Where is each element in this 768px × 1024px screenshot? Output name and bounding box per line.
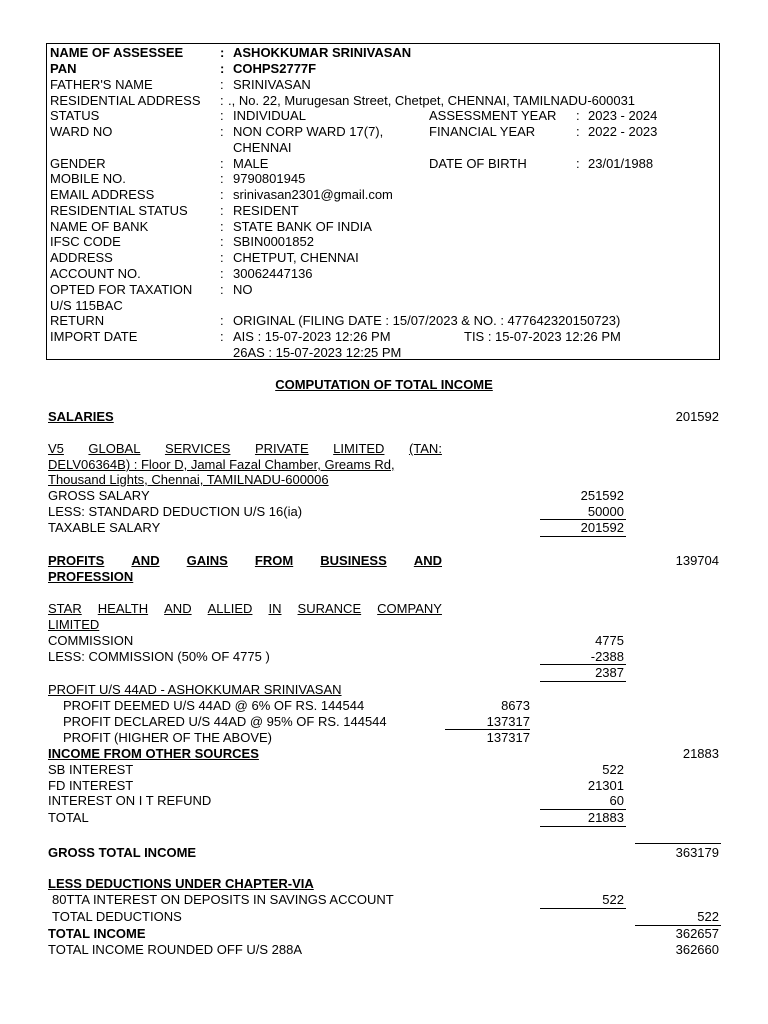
word: GAINS xyxy=(186,553,228,568)
bank-address-label: ADDRESS xyxy=(50,250,113,265)
father-label: FATHER'S NAME xyxy=(50,77,153,92)
father-value: SRINIVASAN xyxy=(233,77,311,92)
bank-value: STATE BANK OF INDIA xyxy=(233,219,372,234)
colon: : xyxy=(220,203,224,218)
mobile-label: MOBILE NO. xyxy=(50,171,126,186)
return-value: ORIGINAL (FILING DATE : 15/07/2023 & NO. : 477642320150723) xyxy=(233,313,621,328)
assessment-year-label: ASSESSMENT YEAR xyxy=(429,108,557,123)
assessment-year-value: 2023 - 2024 xyxy=(588,108,658,123)
taxable-salary-label: TAXABLE SALARY xyxy=(48,520,161,535)
status-label: STATUS xyxy=(50,108,100,123)
import-26as: 26AS : 15-07-2023 12:25 PM xyxy=(233,345,402,360)
profit-deemed-label: PROFIT DEEMED U/S 44AD @ 6% OF RS. 144544 xyxy=(63,698,365,713)
word: LIMITED xyxy=(333,441,385,456)
import-ais: AIS : 15-07-2023 12:26 PM xyxy=(233,329,391,344)
opted-value: NO xyxy=(233,282,253,297)
address-value: ., No. 22, Murugesan Street, Chetpet, CHENNAI, TAMILNADU-600031 xyxy=(228,93,636,108)
gross-total-label: GROSS TOTAL INCOME xyxy=(48,845,197,860)
mobile-value: 9790801945 xyxy=(233,171,306,186)
name-label: NAME OF ASSESSEE xyxy=(50,45,184,60)
business-heading-cont: PROFESSION xyxy=(48,569,134,584)
financial-year-value: 2022 - 2023 xyxy=(588,124,658,139)
colon: : xyxy=(220,124,224,139)
bank-address-value: CHETPUT, CHENNAI xyxy=(233,250,359,265)
rule xyxy=(540,826,626,827)
net-commission-value: 2387 xyxy=(595,665,624,680)
ward-value-cont: CHENNAI xyxy=(233,140,292,155)
it-refund-value: 60 xyxy=(609,793,624,808)
email-label: EMAIL ADDRESS xyxy=(50,187,155,202)
fd-interest-label: FD INTEREST xyxy=(48,778,134,793)
sb-interest-value: 522 xyxy=(602,762,624,777)
residential-status-label: RESIDENTIAL STATUS xyxy=(50,203,188,218)
company-line-2: LIMITED xyxy=(48,617,100,632)
dob-label: DATE OF BIRTH xyxy=(429,156,527,171)
account-value: 30062447136 xyxy=(233,266,313,281)
less-commission-label: LESS: COMMISSION (50% OF 4775 ) xyxy=(48,649,270,664)
import-tis: TIS : 15-07-2023 12:26 PM xyxy=(464,329,621,344)
commission-value: 4775 xyxy=(595,633,624,648)
word: AND xyxy=(413,553,442,568)
word: IN xyxy=(268,601,282,616)
ward-label: WARD NO xyxy=(50,124,113,139)
word: COMPANY xyxy=(377,601,442,616)
word: V5 xyxy=(48,441,64,456)
word: FROM xyxy=(254,553,294,568)
word: ALLIED xyxy=(207,601,253,616)
gross-salary-value: 251592 xyxy=(580,488,624,503)
rule xyxy=(635,843,721,844)
other-total-label: TOTAL xyxy=(48,810,89,825)
employer-line-1 xyxy=(48,441,442,457)
profit-declared-label: PROFIT DECLARED U/S 44AD @ 95% OF RS. 144544 xyxy=(63,714,387,729)
residential-status-value: RESIDENT xyxy=(233,203,299,218)
name-value: ASHOKKUMAR SRINIVASAN xyxy=(233,45,412,60)
employer-line-3: Thousand Lights, Chennai, TAMILNADU-600006 xyxy=(48,472,329,487)
standard-deduction-value: 50000 xyxy=(587,504,624,519)
total-income-value: 362657 xyxy=(675,926,719,941)
colon: : xyxy=(220,187,224,202)
word: (TAN: xyxy=(408,441,442,456)
colon: : xyxy=(220,329,224,344)
email-value: srinivasan2301@gmail.com xyxy=(233,187,393,202)
word: SURANCE xyxy=(297,601,362,616)
colon: : xyxy=(220,250,224,265)
profit-44ad-label: PROFIT U/S 44AD - ASHOKKUMAR SRINIVASAN xyxy=(48,682,342,697)
gender-label: GENDER xyxy=(50,156,106,171)
colon: : xyxy=(220,282,224,297)
standard-deduction-label: LESS: STANDARD DEDUCTION U/S 16(ia) xyxy=(48,504,303,519)
it-refund-label: INTEREST ON I T REFUND xyxy=(48,793,212,808)
financial-year-label: FINANCIAL YEAR xyxy=(429,124,536,139)
profit-declared-value: 137317 xyxy=(486,714,530,729)
total-deductions-label: TOTAL DEDUCTIONS xyxy=(52,909,182,924)
word: PROFITS xyxy=(48,553,105,568)
colon: : xyxy=(220,156,224,171)
gender-value: MALE xyxy=(233,156,269,171)
pan-value: COHPS2777F xyxy=(233,61,317,76)
word: PRIVATE xyxy=(254,441,309,456)
profit-higher-value: 137317 xyxy=(486,730,530,745)
word: HEALTH xyxy=(97,601,149,616)
colon: : xyxy=(220,313,224,328)
other-sources-total: 21883 xyxy=(682,746,719,761)
rule xyxy=(540,536,626,537)
pan-label: PAN xyxy=(50,61,77,76)
colon: : xyxy=(220,77,224,92)
rule xyxy=(540,908,626,909)
80tta-value: 522 xyxy=(602,892,624,907)
colon: : xyxy=(576,156,580,171)
rounded-income-label: TOTAL INCOME ROUNDED OFF U/S 288A xyxy=(48,942,303,957)
taxable-salary-value: 201592 xyxy=(580,520,624,535)
total-deductions-value: 522 xyxy=(697,909,719,924)
salaries-heading: SALARIES xyxy=(48,409,114,424)
address-label: RESIDENTIAL ADDRESS xyxy=(50,93,201,108)
colon: : xyxy=(220,171,224,186)
profit-higher-label: PROFIT (HIGHER OF THE ABOVE) xyxy=(63,730,272,745)
word: BUSINESS xyxy=(320,553,387,568)
total-income-label: TOTAL INCOME xyxy=(48,926,146,941)
gross-salary-label: GROSS SALARY xyxy=(48,488,150,503)
colon: : xyxy=(220,266,224,281)
page-title: COMPUTATION OF TOTAL INCOME xyxy=(275,377,493,392)
ward-value: NON CORP WARD 17(7), xyxy=(233,124,384,139)
company-line-1 xyxy=(48,601,442,617)
bank-label: NAME OF BANK xyxy=(50,219,149,234)
rule xyxy=(540,681,626,682)
fd-interest-value: 21301 xyxy=(587,778,624,793)
colon: : xyxy=(576,124,580,139)
colon: : xyxy=(220,93,224,108)
ifsc-value: SBIN0001852 xyxy=(233,234,314,249)
less-commission-value: -2388 xyxy=(590,649,624,664)
employer-line-2: DELV06364B) : Floor D, Jamal Fazal Chamber, Greams Rd, xyxy=(48,457,395,472)
profit-deemed-value: 8673 xyxy=(501,698,530,713)
deductions-heading: LESS DEDUCTIONS UNDER CHAPTER-VIA xyxy=(48,876,314,891)
80tta-label: 80TTA INTEREST ON DEPOSITS IN SAVINGS ACCOUNT xyxy=(52,892,394,907)
colon: : xyxy=(220,61,225,76)
word: STAR xyxy=(48,601,82,616)
business-total: 139704 xyxy=(675,553,719,568)
business-heading xyxy=(48,553,442,569)
dob-value: 23/01/1988 xyxy=(588,156,654,171)
commission-label: COMMISSION xyxy=(48,633,134,648)
word: AND xyxy=(131,553,160,568)
other-total-value: 21883 xyxy=(587,810,624,825)
import-label: IMPORT DATE xyxy=(50,329,138,344)
opted-label-cont: U/S 115BAC xyxy=(50,298,123,313)
return-label: RETURN xyxy=(50,313,105,328)
colon: : xyxy=(220,219,224,234)
status-value: INDIVIDUAL xyxy=(233,108,306,123)
account-label: ACCOUNT NO. xyxy=(50,266,141,281)
gross-total-value: 363179 xyxy=(675,845,719,860)
salaries-total: 201592 xyxy=(675,409,719,424)
sb-interest-label: SB INTEREST xyxy=(48,762,134,777)
colon: : xyxy=(220,108,224,123)
other-sources-heading: INCOME FROM OTHER SOURCES xyxy=(48,746,259,761)
colon: : xyxy=(220,234,224,249)
rounded-income-value: 362660 xyxy=(675,942,719,957)
ifsc-label: IFSC CODE xyxy=(50,234,121,249)
colon: : xyxy=(220,45,225,60)
colon: : xyxy=(576,108,580,123)
word: SERVICES xyxy=(164,441,231,456)
opted-label: OPTED FOR TAXATION xyxy=(50,282,193,297)
word: AND xyxy=(164,601,192,616)
word: GLOBAL xyxy=(88,441,141,456)
